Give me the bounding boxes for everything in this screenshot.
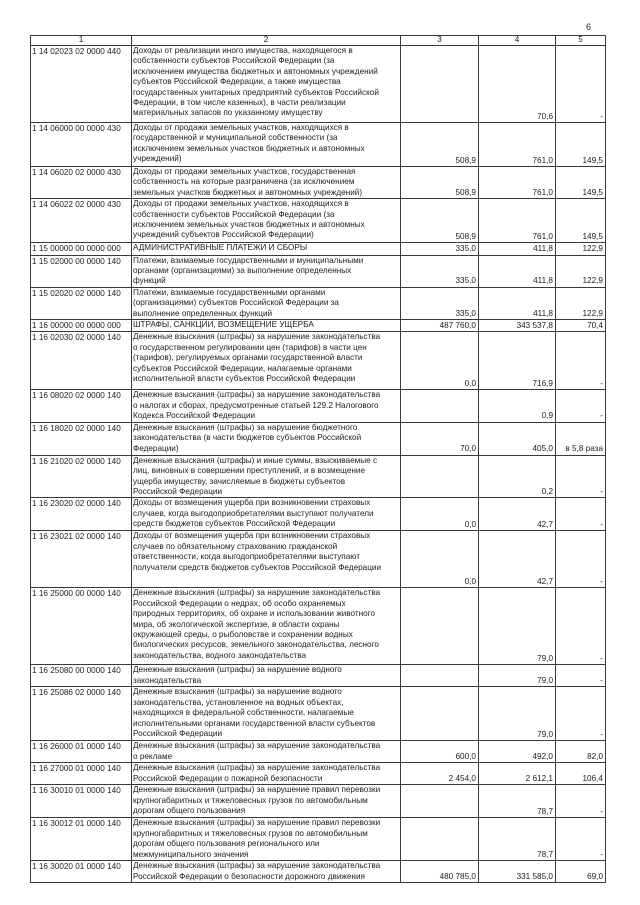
cell-col3-value xyxy=(401,687,479,741)
cell-col3-value: 508,9 xyxy=(401,167,479,199)
table-row xyxy=(31,763,606,785)
cell-col4-value: 761,0 xyxy=(479,167,556,199)
cell-col5-value: - xyxy=(556,665,606,687)
table-row xyxy=(31,665,606,687)
table-header-row xyxy=(31,36,606,46)
cell-description: Денежные взыскания (штрафы) за нарушение законодательства Российской Федерации о пожарной безопасности xyxy=(132,763,401,785)
table-row xyxy=(31,287,606,319)
table-row xyxy=(31,243,606,255)
cell-col5-value: - xyxy=(556,818,606,861)
table-row xyxy=(31,687,606,741)
table-row xyxy=(31,422,606,455)
cell-col5-value: 149,5 xyxy=(556,167,606,199)
header-cell-col2: 2 xyxy=(132,36,401,46)
cell-description: Денежные взыскания (штрафы) за нарушение водного законодательства xyxy=(132,665,401,687)
cell-col5-value: 122,9 xyxy=(556,255,606,287)
cell-col3-value: 0,0 xyxy=(401,498,479,531)
cell-budget-code: 1 16 25086 02 0000 140 xyxy=(31,687,132,741)
cell-description: Доходы от продажи земельных участков, находящихся в государственной и муниципальной собственности (за исключением земельных участков бюджетных и автономных учреждений) xyxy=(132,123,401,167)
table-row xyxy=(31,390,606,422)
table-row xyxy=(31,818,606,861)
cell-col3-value: 508,9 xyxy=(401,123,479,167)
cell-col5-value: 122,9 xyxy=(556,243,606,255)
table-row xyxy=(31,861,606,883)
cell-col4-value: 405,0 xyxy=(479,422,556,455)
cell-description: Доходы от возмещения ущерба при возникновении страховых случаев, когда выгодоприобретателями выступают получатели средств бюджетов субъектов Российской Федерации xyxy=(132,498,401,531)
cell-budget-code: 1 16 02030 02 0000 140 xyxy=(31,332,132,390)
cell-budget-code: 1 15 02020 02 0000 140 xyxy=(31,287,132,319)
cell-budget-code: 1 15 02000 00 0000 140 xyxy=(31,255,132,287)
cell-col5-value: 122,9 xyxy=(556,287,606,319)
cell-description: Денежные взыскания (штрафы) за нарушение бюджетного законодательства (в части бюджетов субъектов Российской Федерации) xyxy=(132,422,401,455)
table-row xyxy=(31,588,606,665)
cell-col3-value xyxy=(401,390,479,422)
cell-col3-value xyxy=(401,785,479,818)
table-row xyxy=(31,123,606,167)
cell-col4-value: 411,8 xyxy=(479,243,556,255)
cell-col5-value: 69,0 xyxy=(556,861,606,883)
cell-col5-value: 149,5 xyxy=(556,199,606,243)
cell-budget-code: 1 16 30020 01 0000 140 xyxy=(31,861,132,883)
table-row xyxy=(31,455,606,498)
cell-col3-value: 487 760,0 xyxy=(401,320,479,332)
cell-col4-value: 0,2 xyxy=(479,455,556,498)
cell-col5-value: 149,5 xyxy=(556,123,606,167)
cell-description: АДМИНИСТРАТИВНЫЕ ПЛАТЕЖИ И СБОРЫ xyxy=(132,243,401,255)
cell-col4-value: 0,9 xyxy=(479,390,556,422)
cell-col3-value: 335,0 xyxy=(401,287,479,319)
cell-col5-value: - xyxy=(556,588,606,665)
header-cell-col5: 5 xyxy=(556,36,606,46)
cell-col5-value: - xyxy=(556,498,606,531)
cell-col4-value: 411,8 xyxy=(479,255,556,287)
cell-description: Денежные взыскания (штрафы) за нарушение законодательства о государственном регулировании цен (тарифов) в части цен (тарифов), регулируемых органами государственной власти субъектов Российской Федерации, налагаемые органами исполнительной власти субъектов Российской Федерации xyxy=(132,332,401,390)
cell-description: Доходы от продажи земельных участков, находящихся в собственности субъектов Российской Федерации (за исключением земельных участков бюджетных и автономных учреждений субъектов Российской Федерации) xyxy=(132,199,401,243)
cell-col3-value: 335,0 xyxy=(401,255,479,287)
cell-budget-code: 1 16 00000 00 0000 000 xyxy=(31,320,132,332)
cell-description: Денежные взыскания (штрафы) за нарушение законодательства Российской Федерации о недрах, об особо охраняемых природных территориях, об охране и использовании животного мира, об экологической экспертизе, в области охраны окружающей среды, о рыболовстве и сохранении водных биологических ресурсов, земельного законодательства, лесного законодательства, водного законодательства xyxy=(132,588,401,665)
cell-budget-code: 1 16 21020 02 0000 140 xyxy=(31,455,132,498)
cell-description: Денежные взыскания (штрафы) за нарушение правил перевозки крупногабаритных и тяжеловесных грузов по автомобильным дорогам общего пользования xyxy=(132,785,401,818)
cell-col4-value: 79,0 xyxy=(479,588,556,665)
table-row xyxy=(31,498,606,531)
cell-col5-value: 106,4 xyxy=(556,763,606,785)
cell-budget-code: 1 16 25080 00 0000 140 xyxy=(31,665,132,687)
page-number: 6 xyxy=(586,22,592,32)
header-cell-col3: 3 xyxy=(401,36,479,46)
cell-description: Денежные взыскания (штрафы) за нарушение правил перевозки крупногабаритных и тяжеловесных грузов по автомобильным дорогам общего пользования регионального или межмуниципального значения xyxy=(132,818,401,861)
table-body xyxy=(31,46,606,883)
cell-description: Доходы от возмещения ущерба при возникновении страховых случаев по обязательному страхованию гражданской ответственности, когда выгодоприобретателями выступают получатели средств бюджетов субъектов Российской Федерации xyxy=(132,531,401,588)
cell-description: Платежи, взимаемые государственными и муниципальными органами (организациями) за выполнение определенных функций xyxy=(132,255,401,287)
cell-description: Денежные взыскания (штрафы) за нарушение законодательства о рекламе xyxy=(132,741,401,763)
cell-col3-value: 335,0 xyxy=(401,243,479,255)
cell-col3-value: 2 454,0 xyxy=(401,763,479,785)
cell-col5-value: - xyxy=(556,332,606,390)
cell-col5-value: - xyxy=(556,390,606,422)
cell-description: Доходы от продажи земельных участков, государственная собственность на которые разграничена (за исключением земельных участков бюджетных и автономных учреждений) xyxy=(132,167,401,199)
cell-description: Денежные взыскания (штрафы) и иные суммы, взыскиваемые с лиц, виновных в совершении преступлений, и в возмещение ущерба имуществу, зачисляемые в бюджеты субъектов Российской Федерации xyxy=(132,455,401,498)
cell-col4-value: 331 585,0 xyxy=(479,861,556,883)
cell-col4-value: 2 612,1 xyxy=(479,763,556,785)
cell-budget-code: 1 14 02023 02 0000 440 xyxy=(31,46,132,123)
cell-col3-value xyxy=(401,455,479,498)
cell-col3-value xyxy=(401,665,479,687)
table-row xyxy=(31,332,606,390)
cell-col4-value: 79,0 xyxy=(479,687,556,741)
cell-budget-code: 1 16 30010 01 0000 140 xyxy=(31,785,132,818)
cell-col3-value xyxy=(401,46,479,123)
cell-col4-value: 78,7 xyxy=(479,785,556,818)
cell-budget-code: 1 16 23020 02 0000 140 xyxy=(31,498,132,531)
cell-description: Платежи, взимаемые государственными органами (организациями) субъектов Российской Федерации за выполнение определенных функций xyxy=(132,287,401,319)
cell-budget-code: 1 16 26000 01 0000 140 xyxy=(31,741,132,763)
cell-col4-value: 70,6 xyxy=(479,46,556,123)
cell-col3-value: 0,0 xyxy=(401,531,479,588)
cell-col5-value: - xyxy=(556,46,606,123)
cell-col3-value: 0,0 xyxy=(401,332,479,390)
table-row xyxy=(31,531,606,588)
cell-col5-value: - xyxy=(556,455,606,498)
cell-budget-code: 1 15 00000 00 0000 000 xyxy=(31,243,132,255)
cell-col4-value: 79,0 xyxy=(479,665,556,687)
cell-col3-value: 508,9 xyxy=(401,199,479,243)
cell-col5-value: - xyxy=(556,687,606,741)
cell-col4-value: 761,0 xyxy=(479,199,556,243)
cell-budget-code: 1 16 08020 02 0000 140 xyxy=(31,390,132,422)
cell-col4-value: 42,7 xyxy=(479,498,556,531)
cell-col5-value: 70,4 xyxy=(556,320,606,332)
cell-description: Доходы от реализации иного имущества, находящегося в собственности субъектов Российской Федерации (за исключением имущества бюджетных и автономных учреждений субъектов Российской Федерации, а также имущества государственных унитарных предприятий субъектов Российской Федерации, в том числе казенных), в части реализации материальных запасов по указанному имуществу xyxy=(132,46,401,123)
cell-col3-value xyxy=(401,818,479,861)
table-row xyxy=(31,785,606,818)
cell-col4-value: 492,0 xyxy=(479,741,556,763)
cell-col3-value xyxy=(401,588,479,665)
cell-col4-value: 42,7 xyxy=(479,531,556,588)
cell-col5-value: - xyxy=(556,785,606,818)
table-row xyxy=(31,46,606,123)
cell-budget-code: 1 16 25000 00 0000 140 xyxy=(31,588,132,665)
cell-col4-value: 411,8 xyxy=(479,287,556,319)
cell-col5-value: в 5,8 раза xyxy=(556,422,606,455)
cell-col5-value: - xyxy=(556,531,606,588)
cell-col4-value: 343 537,8 xyxy=(479,320,556,332)
cell-budget-code: 1 14 06020 02 0000 430 xyxy=(31,167,132,199)
cell-description: Денежные взыскания (штрафы) за нарушение законодательства о налогах и сборах, предусмотренные статьей 129.2 Налогового Кодекса Российской Федерации xyxy=(132,390,401,422)
cell-col4-value: 716,9 xyxy=(479,332,556,390)
table-row xyxy=(31,320,606,332)
header-cell-col1: 1 xyxy=(31,36,132,46)
cell-description: ШТРАФЫ, САНКЦИИ, ВОЗМЕЩЕНИЕ УЩЕРБА xyxy=(132,320,401,332)
cell-description: Денежные взыскания (штрафы) за нарушение законодательства Российской Федерации о безопасности дорожного движения xyxy=(132,861,401,883)
cell-budget-code: 1 14 06000 00 0000 430 xyxy=(31,123,132,167)
table-row xyxy=(31,167,606,199)
table-row xyxy=(31,199,606,243)
table-row xyxy=(31,741,606,763)
cell-col3-value: 600,0 xyxy=(401,741,479,763)
cell-col5-value: 82,0 xyxy=(556,741,606,763)
header-cell-col4: 4 xyxy=(479,36,556,46)
cell-col3-value: 480 785,0 xyxy=(401,861,479,883)
cell-col4-value: 78,7 xyxy=(479,818,556,861)
cell-budget-code: 1 16 27000 01 0000 140 xyxy=(31,763,132,785)
cell-col3-value: 70,0 xyxy=(401,422,479,455)
table-row xyxy=(31,255,606,287)
cell-budget-code: 1 16 23021 02 0000 140 xyxy=(31,531,132,588)
cell-budget-code: 1 16 18020 02 0000 140 xyxy=(31,422,132,455)
budget-revenue-table xyxy=(30,35,606,883)
cell-budget-code: 1 14 06022 02 0000 430 xyxy=(31,199,132,243)
cell-description: Денежные взыскания (штрафы) за нарушение водного законодательства, установленное на водных объектах, находящихся в федеральной собственности, налагаемые исполнительными органами государственной власти субъектов Российской Федерации xyxy=(132,687,401,741)
cell-budget-code: 1 16 30012 01 0000 140 xyxy=(31,818,132,861)
cell-col4-value: 761,0 xyxy=(479,123,556,167)
